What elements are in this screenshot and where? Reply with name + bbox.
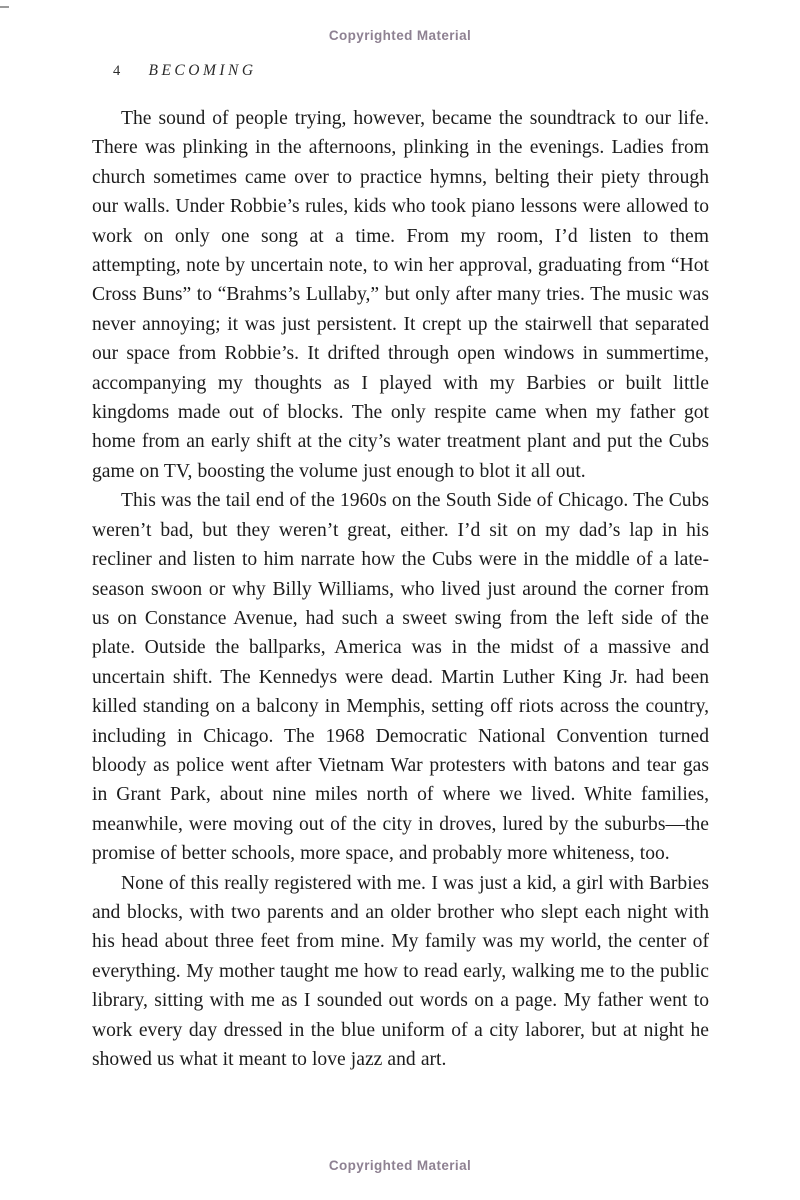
paragraph-2: This was the tail end of the 1960s on the South Side of Chicago. The Cubs weren’t bad, but they weren’t great, either. I’d sit on my dad’s lap in his recliner and listen to him narrate how the Cubs were in the middle of a late-season swoon or why Billy Williams, who lived just around the corner from us on Constance Avenue, had such a sweet swing from the left side of the plate. Outside the ballparks, America was in the midst of a massive and uncertain shift. The Kennedys were dead. Martin Luther King Jr. had been killed standing on a balcony in Memphis, setting off riots across the country, including in Chicago. The 1968 Democratic National Convention turned bloody as police went after Vietnam War protesters with batons and tear gas in Grant Park, about nine miles north of where we lived. White families, meanwhile, were moving out of the city in droves, lured by the suburbs—the promise of better schools, more space, and probably more whiteness, too. (92, 490, 709, 865)
watermark-top: Copyrighted Material (328, 28, 472, 43)
watermark-bottom: Copyrighted Material (328, 1158, 472, 1173)
page-number: 4 (113, 63, 121, 79)
running-header-title: BECOMING (148, 62, 257, 79)
scan-artifact-mark (0, 6, 9, 8)
body-text (92, 104, 709, 1074)
paragraph-3: None of this really registered with me. I was just a kid, a girl with Barbies and blocks, with two parents and an older brother who slept each night with his head about three feet from mine. My family was my world, the center of everything. My mother taught me how to read early, walking me to the public library, sitting with me as I sounded out words on a page. My father went to work every day dressed in the blue uniform of a city laborer, but at night he showed us what it meant to love jazz and art. (92, 872, 709, 1070)
paragraph-1: The sound of people trying, however, became the soundtrack to our life. There was plinking in the afternoons, plinking in the evenings. Ladies from church sometimes came over to practice hymns, belting their piety through our walls. Under Robbie’s rules, kids who took piano lessons were allowed to work on only one song at a time. From my room, I’d listen to them attempting, note by uncertain note, to win her approval, graduating from “Hot Cross Buns” to “Brahms’s Lullaby,” but only after many tries. The music was never annoying; it was just persistent. It crept up the stairwell that separated our space from Robbie’s. It drifted through open windows in summertime, accompanying my thoughts as I played with my Barbies or built little kingdoms made out of blocks. The only respite came when my father got home from an early shift at the city’s water treatment plant and put the Cubs game on TV, boosting the volume just enough to blot it all out. (92, 108, 709, 482)
running-header (92, 62, 708, 80)
